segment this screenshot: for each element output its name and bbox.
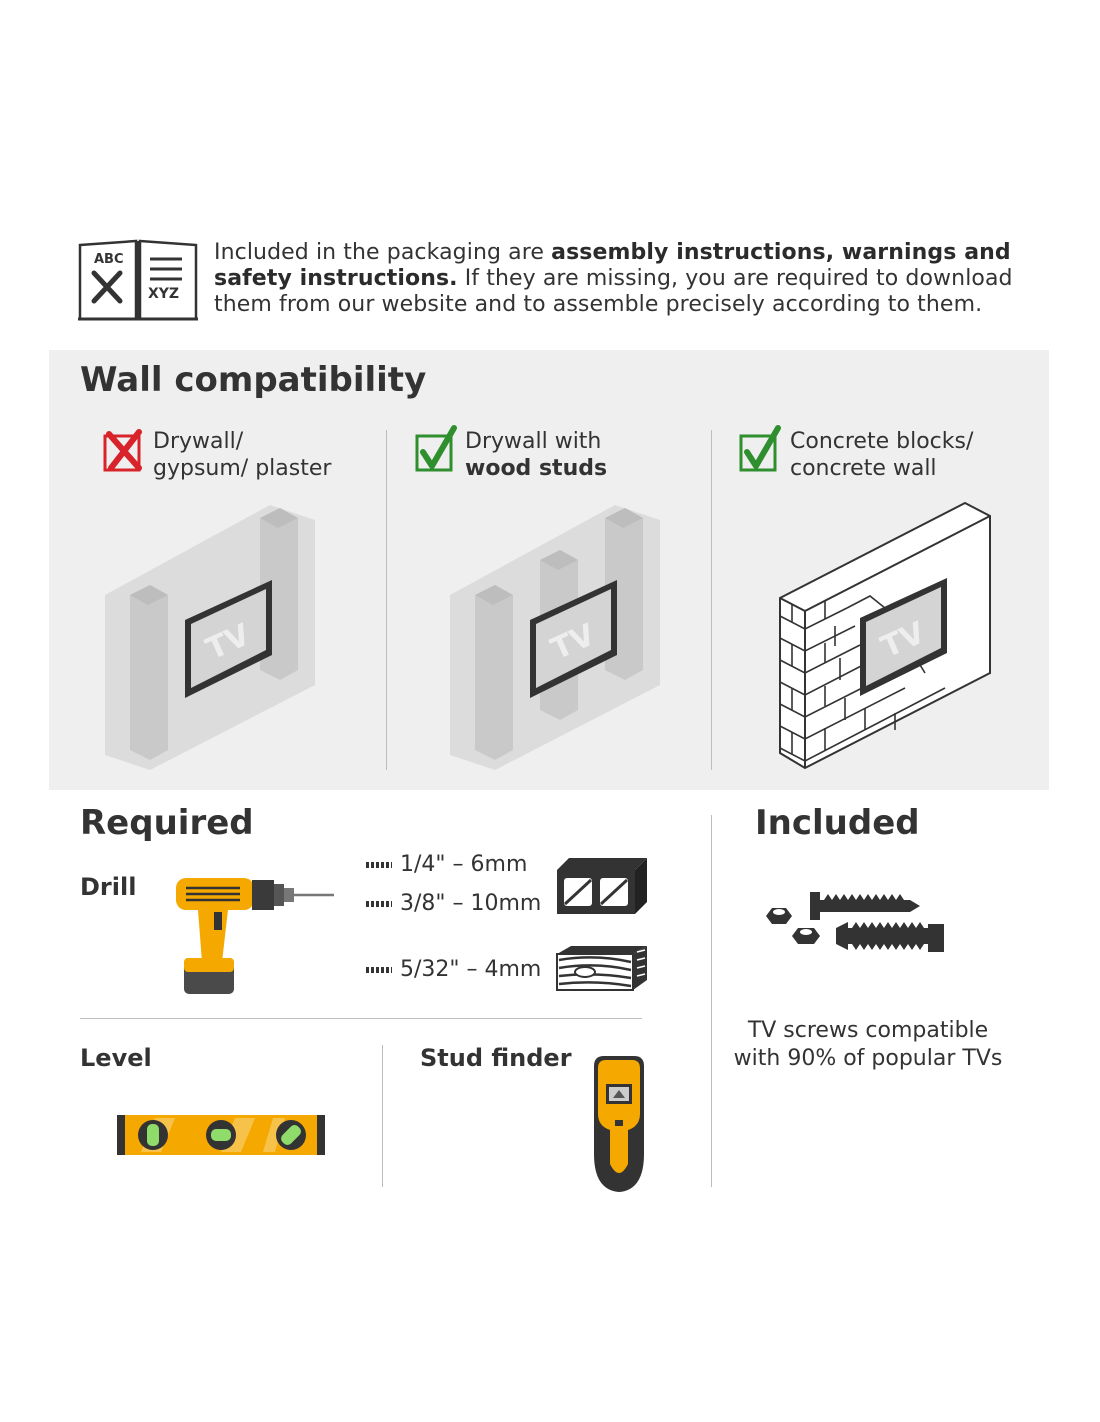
drill-bit-size [366, 852, 527, 877]
stud-finder-label: Stud finder [420, 1044, 572, 1072]
green-check-icon [414, 424, 460, 472]
wall-type-line2: gypsum/ plaster [153, 456, 332, 481]
wall-type-drywall-studs [465, 428, 607, 482]
wall-type-drywall [153, 428, 331, 482]
tv-label: TV [876, 615, 931, 666]
concrete-wall-illustration [775, 498, 997, 773]
tv-label: TV [201, 617, 256, 668]
required-divider [382, 1045, 383, 1187]
included-title: Included [755, 803, 920, 843]
red-x-icon [103, 428, 145, 472]
drill-bit-icon [366, 901, 392, 907]
level-icon [115, 1112, 327, 1158]
level-label: Level [80, 1044, 152, 1072]
wall-type-line1: Concrete blocks/ [790, 429, 974, 454]
wood-log-icon [555, 944, 649, 992]
wall-type-line2: concrete wall [790, 456, 937, 481]
instruction-manual-icon [76, 235, 200, 323]
drill-bit-label: 3/8" – 10mm [400, 891, 542, 916]
tv-label: TV [546, 617, 601, 668]
drill-bit-label: 5/32" – 4mm [400, 957, 542, 982]
included-divider [711, 815, 712, 1187]
drywall-illustration [100, 500, 320, 775]
stud-finder-icon [588, 1054, 650, 1194]
manual-notice-intro: Included in the packaging are [214, 240, 552, 265]
wall-type-line1: Drywall/ [153, 429, 244, 454]
drill-icon [172, 870, 337, 998]
wall-divider [711, 430, 712, 770]
wall-divider [386, 430, 387, 770]
required-title: Required [80, 803, 254, 843]
manual-notice [214, 240, 1034, 318]
drill-label: Drill [80, 873, 137, 901]
drill-bit-icon [366, 862, 392, 868]
manual-icon-right-text: XYZ [148, 286, 180, 302]
screws-and-anchors-icon [764, 888, 946, 958]
manual-notice-bold: assembly instructions, warnings and safety instructions. [214, 240, 1011, 291]
included-line2: with 90% of popular TVs [733, 1046, 1003, 1071]
wall-compatibility-title: Wall compatibility [80, 360, 427, 400]
drill-bit-size [366, 957, 541, 982]
drill-bit-icon [366, 967, 392, 973]
drywall-studs-illustration [445, 500, 665, 775]
green-check-icon [738, 424, 784, 472]
manual-notice-rest: If they are missing, you are required to download them from our website and to assemble precisely according to them. [214, 266, 1013, 317]
included-description [730, 1017, 1006, 1073]
drill-bit-size [366, 891, 541, 916]
drill-bit-label: 1/4" – 6mm [400, 852, 528, 877]
concrete-block-icon [555, 856, 649, 916]
required-divider [80, 1018, 642, 1019]
included-line1: TV screws compatible [747, 1018, 989, 1043]
wall-type-line1: Drywall with [465, 429, 602, 454]
manual-icon-left-text: ABC [94, 252, 124, 267]
wall-type-concrete [790, 428, 973, 482]
wall-type-line2: wood studs [465, 456, 608, 481]
